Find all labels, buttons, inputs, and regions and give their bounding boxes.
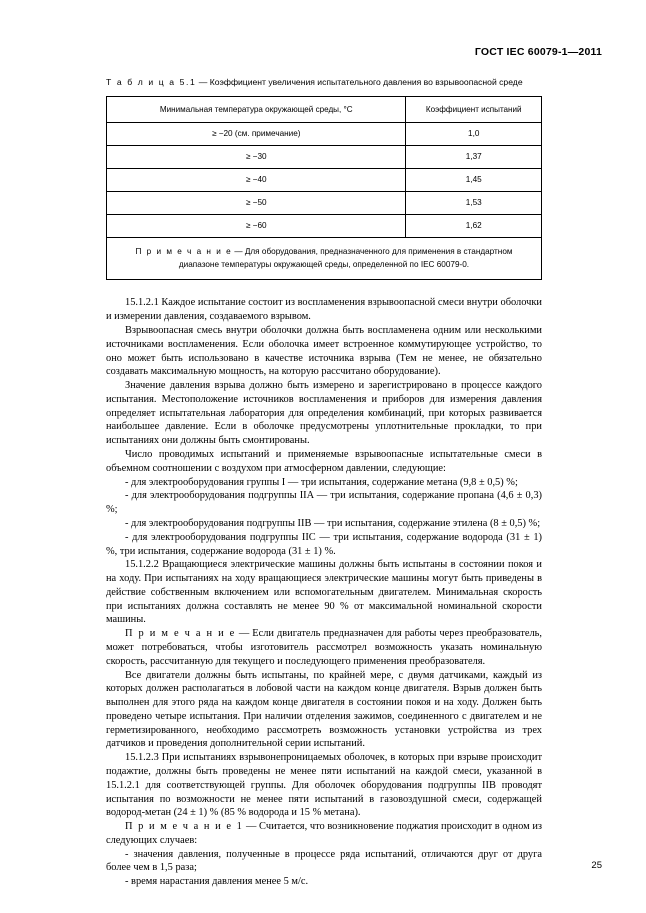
list-item-group-iic: - для электрооборудования подгруппы IIC — три испытания, содержание водорода (31 ± 1) %, три испытания, содержание водорода (31 ± 1) %. <box>106 531 542 557</box>
cell-coefficient: 1,45 <box>406 168 542 191</box>
cell-temperature: ≥ −50 <box>107 191 406 214</box>
paragraph-explosive-mixture: Взрывоопасная смесь внутри оболочки должна быть воспламенена одним или несколькими источниками воспламенения. Если оболочка имеет встроенное коммутирующее устройство, то оно может быть использовано в качестве источника взрыва (Тем не менее, не обязательно создавать максимальную мощность, на которую рассчитано оборудование). <box>106 325 542 378</box>
cell-coefficient: 1,53 <box>406 191 542 214</box>
table-note-label: П р и м е ч а н и е <box>135 246 233 256</box>
cell-temperature: ≥ −40 <box>107 168 406 191</box>
table-note <box>107 237 542 280</box>
table-row <box>107 168 542 191</box>
list-item-rise-time: - время нарастания давления менее 5 м/с. <box>125 876 309 888</box>
paragraph-pressure-measurement: Значение давления взрыва должно быть измерено и зарегистрировано в процессе каждого испытания. Местоположение источников воспламенения и приборов для измерения давления определяет испытательная лаборатория для определения комбинаций, при которых развивается наибольшее давление. Если в оболочке предусмотрены уплотнительные прокладки, то при испытаниях они должны быть смонтированы. <box>106 380 542 447</box>
note-1-label: П р и м е ч а н и е 1 <box>125 821 244 833</box>
table-col-header-temperature: Минимальная температура окружающей среды, °С <box>107 96 406 122</box>
table-row <box>107 214 542 237</box>
table-header-row <box>107 96 542 122</box>
table-row <box>107 145 542 168</box>
paragraph-15-1-2-2: 15.1.2.2 Вращающиеся электрические машины должны быть испытаны в состоянии покоя и на ходу. При испытаниях на ходу вращающиеся электрические машины могут быть приведены в действие собственным включением или вспомогательным двигателем. Минимальная скорость при испытаниях должна составлять не менее 90 % от максимальной номинальной скорости машины. <box>106 559 542 626</box>
table-caption <box>106 76 542 89</box>
standard-number: ГОСТ IEC 60079-1—2011 <box>474 46 602 58</box>
page-header <box>475 46 602 58</box>
body-text <box>106 296 542 889</box>
list-item-pressure-ratio: - значения давления, полученные в процессе ряда испытаний, отличаются друг от друга более чем в 1,5 раза; <box>106 848 542 874</box>
table-row <box>107 191 542 214</box>
table-col-header-coefficient: Коэффициент испытаний <box>406 96 542 122</box>
cell-temperature: ≥ −60 <box>107 214 406 237</box>
cell-coefficient: 1,37 <box>406 145 542 168</box>
page-number: 25 <box>591 860 602 871</box>
table-caption-text: — Коэффициент увеличения испытательного давления во взрывоопасной среде <box>196 77 523 87</box>
cell-coefficient: 1,0 <box>406 122 542 145</box>
table-note-row <box>107 237 542 280</box>
table-caption-label: Т а б л и ц а 5.1 <box>106 77 197 87</box>
note-text: — Если двигатель предназначен для работы через преобразователь, может потребоваться, чтобы изготовитель рассмотрел возможность указать номинальную скорость, рассчитанную для текущего и последующего применения преобразователя. <box>106 628 542 667</box>
paragraph-motor-sensors: Все двигатели должны быть испытаны, по крайней мере, с двумя датчиками, каждый из которых должен располагаться в лобовой части на каждом конце двигателя. Взрыв должен быть выполнен для этого ряда на каждом конце двигателя в состоянии покоя и на ходу. Должен быть проведено четыре испытания. При наличии отделения зажимов, соединенного с двигателем и не герметизированного, необходимо рассмотреть возможность установки устройства из трех датчиков и проведения дополнительной серии испытаний. <box>106 669 542 750</box>
page-content <box>106 76 542 889</box>
cell-coefficient: 1,62 <box>406 214 542 237</box>
cell-temperature: ≥ −30 <box>107 145 406 168</box>
list-item-group-iia: - для электрооборудования подгруппы IIA — три испытания, содержание пропана (4,6 ± 0,3) %; <box>106 490 542 516</box>
table-row <box>107 122 542 145</box>
list-item-group-iib: - для электрооборудования подгруппы IIB — три испытания, содержание этилена (8 ± 0,5) %; <box>125 517 541 529</box>
paragraph-15-1-2-1: 15.1.2.1 Каждое испытание состоит из воспламенения взрывоопасной смеси внутри оболочки и измерении давления, создаваемого взрывом. <box>106 297 542 323</box>
pressure-coefficient-table <box>106 96 542 281</box>
cell-temperature: ≥ −20 (см. примечание) <box>107 122 406 145</box>
note-label: П р и м е ч а н и е <box>125 628 236 640</box>
list-item-group-i: - для электрооборудования группы I — три испытания, содержание метана (9,8 ± 0,5) %; <box>125 476 518 488</box>
paragraph-note-1 <box>106 820 542 848</box>
table-note-text: — Для оборудования, предназначенного для применения в стандартном диапазоне температуры окружающей среды, определенной по IEC 60079-0. <box>178 246 513 270</box>
paragraph-15-1-2-3: 15.1.2.3 При испытаниях взрывонепроницаемых оболочек, в которых при взрыве происходит подажтие, должны быть проведены не менее пяти испытаний на каждой смеси, указанной в 15.1.2.1 для соответствующей группы. Для оболочек оборудования подгруппы IIB проводят испытания по возможности не менее пяти испытаний в газовоздушной смеси, содержащей водород-метан (24 ± 1) % (85 % водорода и 15 % метана). <box>106 752 542 819</box>
note-1-text: — Считается, что возникновение поджатия происходит в одном из следующих случаев: <box>106 821 542 846</box>
paragraph-note-converter <box>106 627 542 668</box>
paragraph-test-count: Число проводимых испытаний и применяемые взрывоопасные испытательные смеси в объемном соотношении с воздухом при атмосферном давлении, следующие: <box>106 449 542 474</box>
